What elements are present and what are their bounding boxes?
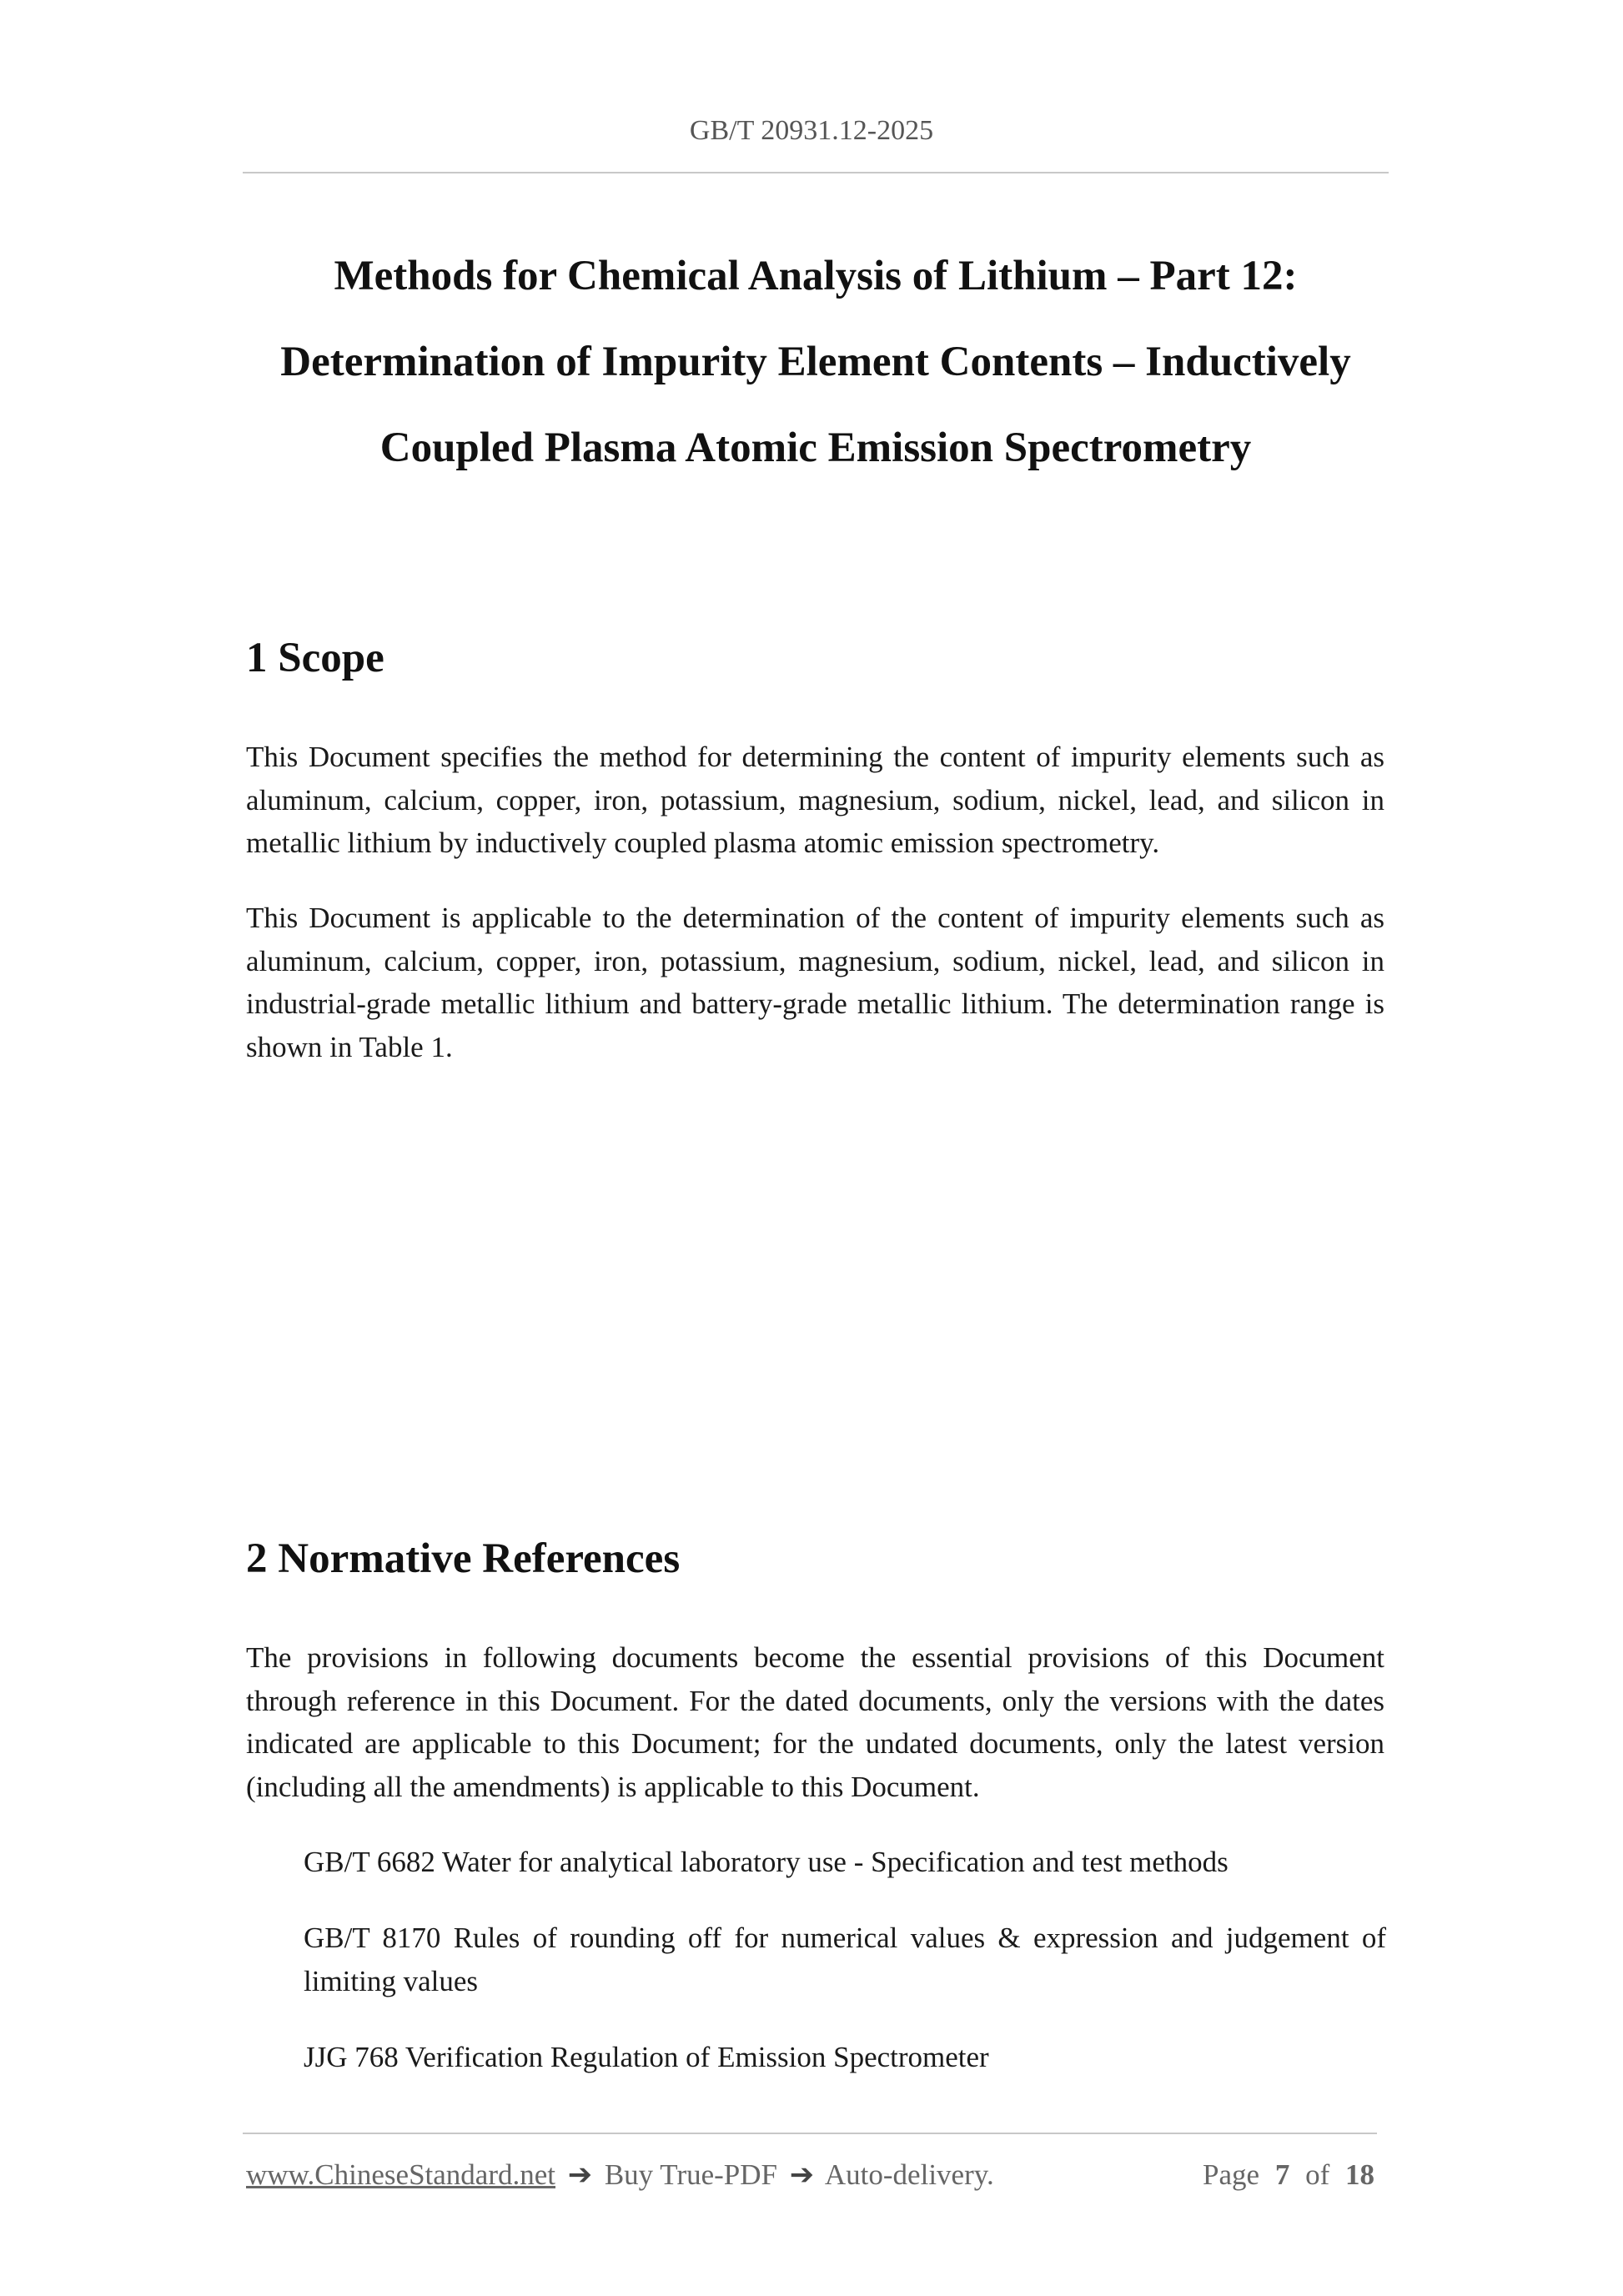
site-link[interactable]: www.ChineseStandard.net: [246, 2158, 555, 2191]
arrow-right-icon: ➔: [789, 2158, 815, 2191]
page-current: 7: [1274, 2158, 1290, 2191]
page-total: 18: [1345, 2158, 1374, 2191]
reference-item-gbt-8170: GB/T 8170 Rules of rounding off for numerical values & expression and judgement of limiting values: [304, 1922, 1386, 1997]
normative-references-paragraph: The provisions in following documents become the essential provisions of this Document through reference in this Document. For the dated documents, only the versions with the dates indicated are applicable to this Document; for the undated documents, only the latest version (including all the amendments) is applicable to this Document.: [246, 1641, 1384, 1803]
page-indicator: [1201, 2158, 1374, 2192]
page-label: Page: [1203, 2158, 1260, 2191]
buy-true-pdf-text: Buy True-PDF: [604, 2158, 777, 2191]
reference-item-gbt-6682: GB/T 6682 Water for analytical laboratory use - Specification and test methods: [304, 1846, 1229, 1878]
scope-paragraph-1: This Document specifies the method for determining the content of impurity elements such as aluminum, calcium, copper, iron, potassium, magnesium, sodium, nickel, lead, and silicon in metallic lithium by inductively coupled plasma atomic emission spectrometry.: [246, 741, 1384, 859]
page-of-label: of: [1305, 2158, 1330, 2191]
document-title: [243, 234, 1389, 491]
reference-item-jjg-768: JJG 768 Verification Regulation of Emission Spectrometer: [304, 2041, 989, 2073]
title-line-3: Coupled Plasma Atomic Emission Spectrometry: [379, 425, 1252, 471]
footer-divider: [243, 2133, 1377, 2134]
section-heading-scope: 1 Scope: [246, 635, 384, 681]
title-line-2: Determination of Impurity Element Contents – Inductively: [280, 339, 1351, 385]
section-heading-normative-references: 2 Normative References: [246, 1535, 681, 1582]
auto-delivery-text: Auto-delivery.: [824, 2158, 994, 2191]
standard-code-header: GB/T 20931.12-2025: [689, 115, 934, 146]
scope-paragraph-2: This Document is applicable to the determination of the content of impurity elements such as aluminum, calcium, copper, iron, potassium, magnesium, sodium, nickel, lead, and silicon in industrial-grade metallic lithium and battery-grade metallic lithium. The determination range is shown in Table 1.: [246, 902, 1384, 1063]
arrow-right-icon: ➔: [567, 2158, 593, 2191]
footer-promo: [246, 2158, 994, 2192]
title-line-1: Methods for Chemical Analysis of Lithium – Part 12:: [334, 253, 1298, 299]
header-divider: [243, 172, 1389, 173]
